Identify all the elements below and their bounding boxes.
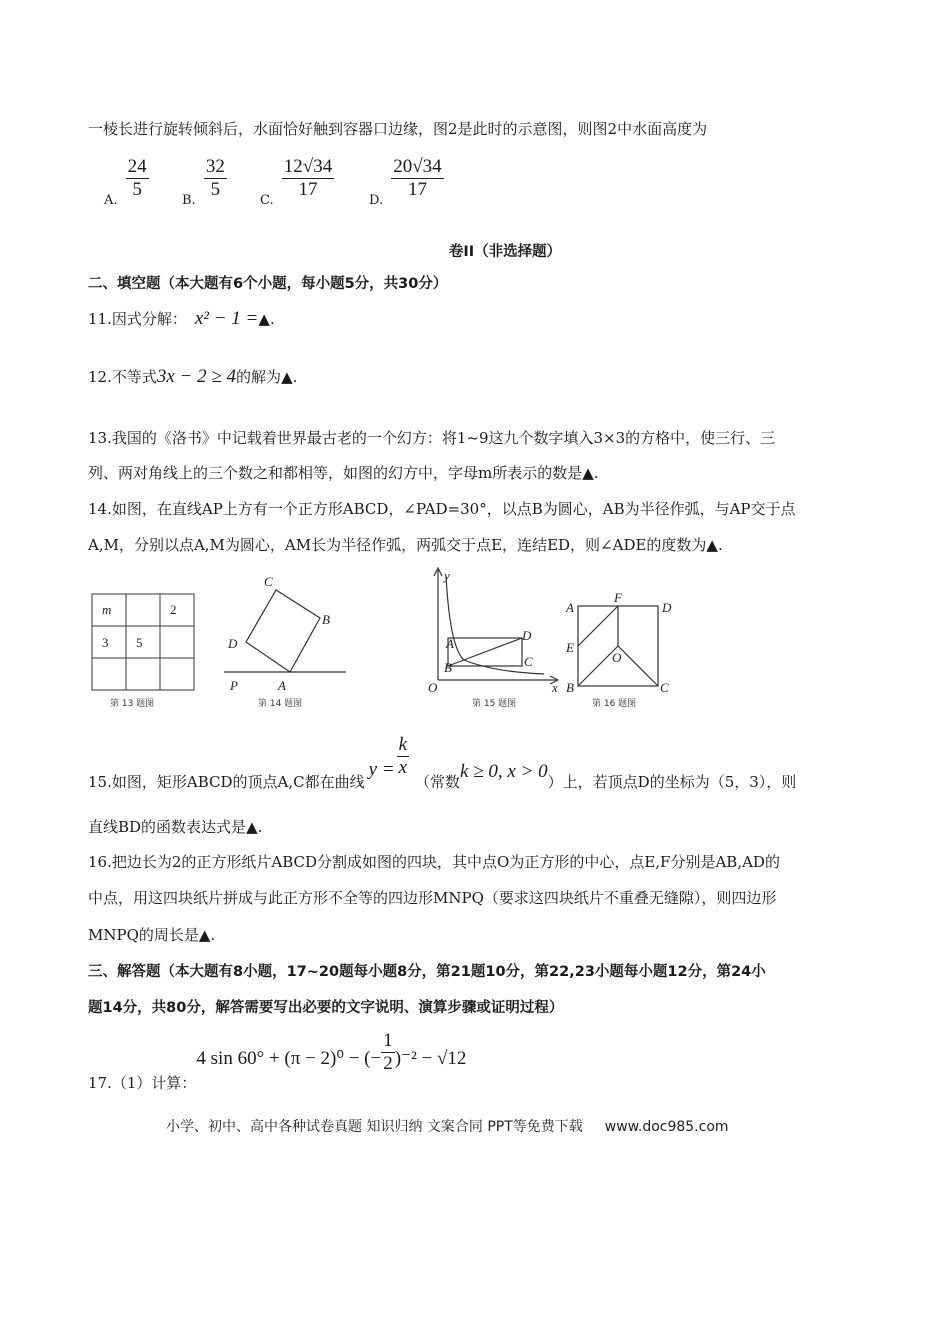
- answer-triangle: ▲: [258, 310, 270, 328]
- q17-half-numerator: 1: [383, 1030, 393, 1051]
- option-c-denominator: 17: [298, 179, 318, 200]
- label-D: D: [662, 600, 672, 615]
- question-14-line-2: [88, 534, 723, 555]
- label-B: B: [322, 612, 330, 627]
- label-y: y: [444, 568, 450, 583]
- label-A: A: [566, 600, 574, 615]
- label-D: D: [522, 628, 532, 643]
- question-15-line-2: [88, 816, 262, 837]
- figure-14-caption: 第 14 题图: [258, 699, 303, 709]
- intro-text: 一棱长进行旋转倾斜后，水面恰好触到容器口边缘，图2是此时的示意图，则图2中水面高度为: [88, 120, 708, 138]
- option-b: [182, 156, 227, 208]
- footer-url[interactable]: www.doc985.com: [604, 1119, 729, 1135]
- q16-text: MNPQ的周长是: [88, 926, 199, 944]
- label-D: D: [228, 636, 238, 651]
- label-C: C: [524, 654, 533, 669]
- q15-period: .: [257, 818, 263, 836]
- q17-half-fraction: [381, 1030, 395, 1075]
- figure-15-hyperbola: [424, 562, 564, 712]
- label-P: P: [230, 678, 238, 693]
- label-B: B: [444, 660, 452, 675]
- q17-expression-a: 4 sin 60° + (π − 2)⁰ − (−: [196, 1047, 382, 1069]
- question-13-line-2: [88, 462, 599, 483]
- q15-func-y: y =: [368, 758, 395, 780]
- question-12: [88, 366, 297, 388]
- label-O: O: [612, 650, 622, 665]
- q16-period: .: [210, 926, 216, 944]
- label-A: A: [278, 678, 286, 693]
- q13-period: .: [593, 464, 599, 482]
- question-11: [88, 308, 275, 330]
- q15-text: 直线BD的函数表达式是: [88, 818, 247, 836]
- question-13-line-1: 13.我国的《洛书》中记载着世界最古老的一个幻方：将1~9这九个数字填入3×3的方格中，使三行、三: [88, 429, 776, 447]
- magic-cell-5: 5: [136, 635, 143, 650]
- label-B: B: [566, 680, 574, 695]
- section3-title-line-1: 三、解答题（本大题有8小题，17~20题每小题8分，第21题10分，第22,23小题每小题12分，第24小: [88, 964, 766, 980]
- footer: [166, 1116, 729, 1136]
- volume-title: 卷II（非选择题）: [448, 244, 562, 260]
- option-c-numerator: 12√34: [283, 156, 333, 177]
- question-16-line-3: [88, 924, 215, 945]
- option-a-numerator: 24: [127, 156, 147, 177]
- option-c: [260, 156, 334, 208]
- q12-suffix: 的解为: [236, 368, 282, 386]
- q13-text: 列、两对角线上的三个数之和都相等，如图的幻方中，字母m所表示的数是: [88, 464, 583, 482]
- option-b-numerator: 32: [205, 156, 225, 177]
- figure-16-square-pieces: [564, 590, 680, 712]
- q17-expression-b: )⁻² − √12: [394, 1047, 467, 1069]
- question-15-line-1: [88, 734, 797, 791]
- q14-period: .: [717, 536, 723, 554]
- q15-func-fraction: [397, 734, 409, 779]
- q11-prefix: 11.因式分解：: [88, 310, 187, 328]
- answer-triangle: ▲: [281, 368, 293, 386]
- label-A: A: [446, 636, 454, 651]
- option-a-denominator: 5: [132, 179, 142, 200]
- option-a-fraction: [126, 156, 149, 201]
- option-c-fraction: [282, 156, 334, 201]
- option-a-label: A.: [104, 193, 118, 208]
- magic-cell-4: 3: [102, 635, 109, 650]
- figure-13-caption: 第 13 题图: [110, 699, 155, 709]
- label-F: F: [614, 590, 622, 605]
- q15-func-numerator: k: [398, 734, 408, 755]
- q15-condition: k ≥ 0, x > 0: [460, 760, 548, 782]
- label-C: C: [660, 680, 669, 695]
- footer-text: 小学、初中、高中各种试卷真题 知识归纳 文案合同 PPT等免费下载: [166, 1119, 583, 1135]
- q17-prefix: 17.（1）计算：: [88, 1073, 197, 1092]
- answer-triangle: ▲: [246, 818, 258, 836]
- label-C: C: [264, 574, 273, 589]
- q15-prefix: 15.如图，矩形ABCD的顶点A,C都在曲线: [88, 772, 365, 791]
- figure-16-caption: 第 16 题图: [592, 699, 637, 709]
- question-14-line-1: 14.如图，在直线AP上方有一个正方形ABCD，∠PAD=30°，以点B为圆心，AB为半径作弧，与AP交于点: [88, 500, 796, 518]
- option-b-label: B.: [182, 193, 196, 208]
- magic-cell-3: 2: [170, 602, 177, 617]
- answer-triangle: ▲: [582, 464, 594, 482]
- q14-text: A,M，分别以点A,M为圆心，AM长为半径作弧，两弧交于点E，连结ED，则∠ADE的度数为: [88, 536, 707, 554]
- question-16-line-1: 16.把边长为2的正方形纸片ABCD分割成如图的四块，其中点O为正方形的中心，点E,F分别是AB,AD的: [88, 853, 780, 871]
- label-x: x: [552, 680, 558, 695]
- question-17: [88, 1030, 467, 1092]
- figure-15-caption: 第 15 题图: [472, 699, 517, 709]
- label-O: O: [428, 680, 438, 695]
- figure-14-square-on-line: [220, 570, 350, 712]
- answer-triangle: ▲: [706, 536, 718, 554]
- figure-13-magic-square: [88, 590, 200, 712]
- q11-expression: x² − 1 =: [194, 308, 259, 329]
- section3-title-line-2: 题14分，共80分，解答需要写出必要的文字说明、演算步骤或证明过程）: [88, 1000, 564, 1016]
- option-b-fraction: [204, 156, 227, 201]
- option-d-numerator: 20√34: [393, 156, 442, 177]
- q15-func-denominator: x: [398, 757, 408, 778]
- answer-triangle: ▲: [198, 926, 211, 944]
- q15-mid2: ）上，若顶点D的坐标为（5，3），则: [547, 772, 797, 791]
- label-E: E: [566, 640, 574, 655]
- q11-period: .: [269, 310, 275, 328]
- option-a: [104, 156, 149, 208]
- option-c-label: C.: [260, 193, 274, 208]
- q12-expression: 3x − 2 ≥ 4: [156, 366, 237, 387]
- q12-prefix: 12.不等式: [88, 368, 157, 386]
- q15-mid1: （常数: [415, 772, 461, 791]
- option-d: [369, 156, 444, 208]
- q17-half-denominator: 2: [383, 1053, 393, 1074]
- q12-period: .: [292, 368, 298, 386]
- option-b-denominator: 5: [210, 179, 221, 200]
- section2-title: 二、填空题（本大题有6个小题，每小题5分，共30分）: [88, 276, 448, 292]
- option-d-label: D.: [369, 193, 384, 208]
- option-d-denominator: 17: [407, 179, 427, 200]
- question-16-line-2: 中点，用这四块纸片拼成与此正方形不全等的四边形MNPQ（要求这四块纸片不重叠无缝隙），则四边形: [88, 889, 777, 907]
- option-d-fraction: [391, 156, 443, 201]
- magic-cell-1: m: [102, 602, 112, 617]
